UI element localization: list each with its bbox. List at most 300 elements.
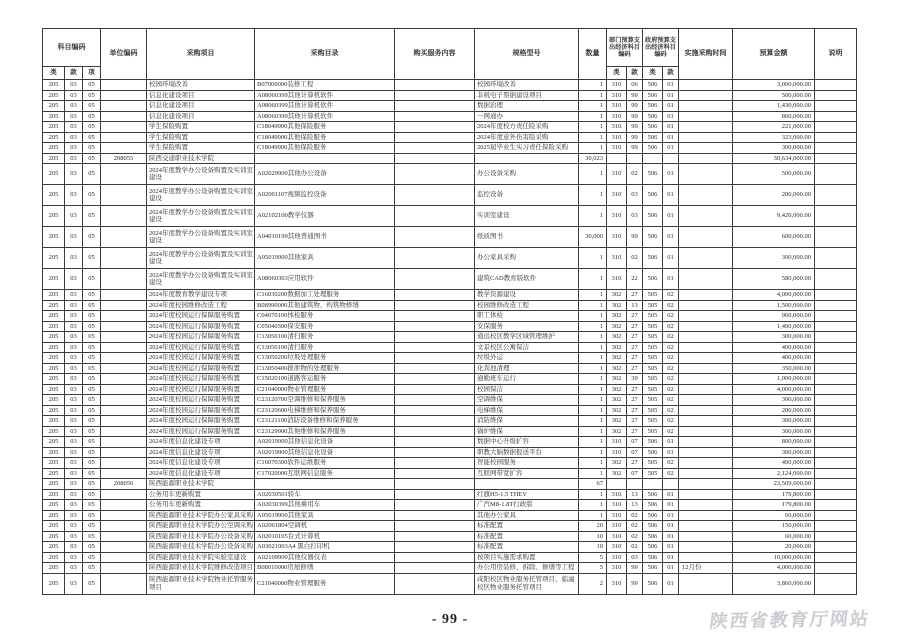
table-cell — [395, 374, 475, 385]
table-cell — [395, 248, 475, 269]
table-cell: 5 — [579, 552, 607, 563]
table-cell: 05 — [83, 111, 101, 122]
table-cell: 05 — [83, 552, 101, 563]
table-cell — [679, 153, 733, 164]
table-cell: 02 — [663, 395, 679, 406]
table-cell: 1 — [579, 447, 607, 458]
table-cell: 20,000.00 — [733, 542, 815, 553]
table-cell: 锅炉维保 — [475, 426, 579, 437]
table-cell: 陕西能源职业技术学院办公设备采购 — [147, 531, 255, 542]
table-cell: 1 — [579, 90, 607, 101]
table-cell: 1 — [579, 143, 607, 154]
table-cell: 205 — [43, 405, 65, 416]
table-cell: 310 — [607, 269, 627, 290]
table-cell — [815, 363, 857, 374]
table-cell — [627, 479, 643, 490]
table-cell: C23121100消防设备维修和保养服务 — [255, 416, 395, 427]
table-cell: C17020000互联网信息服务 — [255, 468, 395, 479]
table-row — [43, 573, 857, 594]
table-cell: 205 — [43, 122, 65, 133]
table-cell — [815, 542, 857, 553]
table-cell: 01 — [663, 521, 679, 532]
table-cell: 陕西能源职业技术学院维修改造项目 — [147, 563, 255, 574]
table-cell: 1 — [579, 206, 607, 227]
table-row — [43, 143, 857, 154]
table-cell: 01 — [663, 489, 679, 500]
table-cell: 02 — [663, 353, 679, 364]
table-cell: 99 — [627, 227, 643, 248]
table-cell: 办公设备采购 — [475, 164, 579, 185]
table-cell: 03 — [65, 290, 83, 301]
table-cell — [101, 90, 147, 101]
table-cell: 1 — [579, 510, 607, 521]
table-cell — [255, 479, 395, 490]
table-cell — [679, 437, 733, 448]
table-cell: 2024年度校园运行保障服务购置 — [147, 332, 255, 343]
table-cell — [815, 248, 857, 269]
table-cell: C21040000物业管理服务 — [255, 384, 395, 395]
table-cell: A02019900其他信息化设备 — [255, 437, 395, 448]
table-cell: 03 — [65, 531, 83, 542]
col-header-gov-econ-code: 政府预算支出经济科目编码 — [643, 29, 679, 67]
table-cell — [101, 342, 147, 353]
table-cell — [815, 111, 857, 122]
table-cell: 01 — [663, 143, 679, 154]
table-cell — [101, 374, 147, 385]
table-cell: 06 — [627, 80, 643, 91]
table-cell — [101, 300, 147, 311]
table-cell: 99 — [627, 101, 643, 112]
table-cell: 5 — [579, 563, 607, 574]
table-cell — [679, 269, 733, 290]
table-row — [43, 122, 857, 133]
table-cell: A03021003A4 黑白打印机 — [255, 542, 395, 553]
table-cell: A02019900其他信息化设备 — [255, 447, 395, 458]
table-cell — [679, 164, 733, 185]
table-cell: 03 — [65, 353, 83, 364]
table-cell — [101, 395, 147, 406]
table-cell: 302 — [607, 363, 627, 374]
table-cell: 2025届毕业生实习责任保险采购 — [475, 143, 579, 154]
table-cell: 205 — [43, 552, 65, 563]
table-cell: 03 — [627, 552, 643, 563]
table-cell: 校园环境改善 — [475, 80, 579, 91]
table-cell: 302 — [607, 332, 627, 343]
table-cell: A02010105台式计算机 — [255, 531, 395, 542]
table-cell — [679, 332, 733, 343]
table-cell: 03 — [65, 500, 83, 511]
table-cell: 300,000.00 — [733, 426, 815, 437]
table-row — [43, 510, 857, 521]
table-cell — [815, 573, 857, 594]
table-cell — [815, 479, 857, 490]
table-cell — [679, 531, 733, 542]
table-cell: C05040300保安服务 — [255, 321, 395, 332]
table-cell: 05 — [83, 248, 101, 269]
table-cell: 03 — [65, 489, 83, 500]
table-cell: 302 — [607, 321, 627, 332]
table-cell: 205 — [43, 384, 65, 395]
table-cell: 05 — [83, 363, 101, 374]
table-row — [43, 300, 857, 311]
col-header-project: 采购项目 — [147, 29, 255, 80]
table-cell: 205 — [43, 416, 65, 427]
table-cell: 302 — [607, 395, 627, 406]
table-cell — [395, 437, 475, 448]
table-cell — [679, 321, 733, 332]
table-cell — [815, 563, 857, 574]
table-cell: 2024年度信息化建设专项 — [147, 437, 255, 448]
table-cell: 05 — [83, 374, 101, 385]
table-cell: 03 — [65, 248, 83, 269]
table-cell: 310 — [607, 248, 627, 269]
table-cell — [607, 153, 627, 164]
table-cell: 2024年度教学办公设备购置及实训室建设 — [147, 164, 255, 185]
table-cell: 03 — [65, 132, 83, 143]
table-cell — [815, 300, 857, 311]
table-cell: 205 — [43, 542, 65, 553]
table-cell: 05 — [83, 468, 101, 479]
table-cell: 03 — [65, 90, 83, 101]
table-cell: 20 — [579, 521, 607, 532]
table-cell: C18049900其他保险服务 — [255, 143, 395, 154]
table-cell — [395, 185, 475, 206]
table-cell — [395, 363, 475, 374]
table-cell: 960,000.00 — [733, 311, 815, 322]
table-cell — [643, 479, 663, 490]
table-cell — [679, 143, 733, 154]
table-cell: 310 — [607, 164, 627, 185]
table-cell: 信息化建设项目 — [147, 90, 255, 101]
table-cell: 13 — [627, 489, 643, 500]
table-cell — [395, 332, 475, 343]
table-cell: 1 — [579, 269, 607, 290]
table-cell — [815, 332, 857, 343]
table-cell — [395, 342, 475, 353]
table-cell: A08060399其他计算机软件 — [255, 90, 395, 101]
table-cell: 30,023 — [579, 153, 607, 164]
table-cell: 03 — [65, 332, 83, 343]
table-cell — [679, 101, 733, 112]
table-cell — [815, 405, 857, 416]
table-cell: 310 — [607, 489, 627, 500]
table-cell — [101, 542, 147, 553]
table-row — [43, 416, 857, 427]
table-cell: 05 — [83, 269, 101, 290]
table-cell: 按项目实施需求购置 — [475, 552, 579, 563]
table-cell — [101, 248, 147, 269]
table-cell: 05 — [83, 122, 101, 133]
table-cell: 205 — [43, 153, 65, 164]
table-cell: 05 — [83, 542, 101, 553]
table-cell: 506 — [643, 111, 663, 122]
table-cell: 2024年度校园运行保障服务购置 — [147, 426, 255, 437]
table-cell: 99 — [627, 122, 643, 133]
table-cell: 03 — [65, 405, 83, 416]
table-cell — [101, 332, 147, 343]
table-cell: C16070300软件运维服务 — [255, 458, 395, 469]
table-cell: 208055 — [101, 153, 147, 164]
table-cell: 205 — [43, 479, 65, 490]
table-cell: 1,500,000.00 — [733, 300, 815, 311]
col-header-dept-econ-code: 部门预算支出经济科目编码 — [607, 29, 643, 67]
table-cell: 506 — [643, 80, 663, 91]
table-cell: 数据中心升级扩容 — [475, 437, 579, 448]
table-row — [43, 90, 857, 101]
table-cell: 化粪池清理 — [475, 363, 579, 374]
table-cell: 05 — [83, 90, 101, 101]
table-cell — [395, 521, 475, 532]
table-cell: 200,000.00 — [733, 185, 815, 206]
table-cell — [679, 395, 733, 406]
table-row — [43, 426, 857, 437]
table-row — [43, 290, 857, 301]
table-cell — [395, 153, 475, 164]
table-cell: 01 — [663, 573, 679, 594]
table-cell: 办公用房装修、拆除、修缮等工程 — [475, 563, 579, 574]
table-cell: 02 — [627, 510, 643, 521]
table-cell: 205 — [43, 395, 65, 406]
table-cell: 05 — [83, 300, 101, 311]
table-cell: 1 — [579, 416, 607, 427]
table-cell: 电梯维保 — [475, 405, 579, 416]
table-cell: 302 — [607, 468, 627, 479]
table-cell: 205 — [43, 573, 65, 594]
table-cell: 27 — [627, 384, 643, 395]
table-cell — [395, 353, 475, 364]
table-cell: 03 — [65, 374, 83, 385]
table-cell: 205 — [43, 342, 65, 353]
table-cell: 205 — [43, 111, 65, 122]
table-cell: 05 — [83, 353, 101, 364]
table-cell — [679, 468, 733, 479]
table-cell: 01 — [663, 122, 679, 133]
table-cell — [679, 122, 733, 133]
table-cell: 03 — [65, 269, 83, 290]
table-cell: A05019900其他家具 — [255, 248, 395, 269]
table-row — [43, 248, 857, 269]
table-cell: 03 — [65, 542, 83, 553]
table-cell — [101, 122, 147, 133]
table-cell: A02001107视频监控设备 — [255, 185, 395, 206]
table-cell — [395, 290, 475, 301]
table-cell: 39 — [627, 374, 643, 385]
table-cell — [395, 573, 475, 594]
table-cell: 205 — [43, 468, 65, 479]
table-cell: 空调维保 — [475, 395, 579, 406]
table-row — [43, 521, 857, 532]
table-cell: 506 — [643, 143, 663, 154]
table-cell — [395, 227, 475, 248]
col-header-service-content: 购买服务内容 — [395, 29, 475, 80]
table-cell — [679, 111, 733, 122]
table-cell — [395, 552, 475, 563]
table-cell: 22 — [627, 269, 643, 290]
table-cell — [679, 479, 733, 490]
table-cell: 1 — [579, 500, 607, 511]
table-cell: 99 — [627, 143, 643, 154]
table-cell: 302 — [607, 458, 627, 469]
table-cell: 1 — [579, 332, 607, 343]
table-cell: 9,420,000.00 — [733, 206, 815, 227]
procurement-table — [42, 28, 857, 595]
table-cell: 505 — [643, 468, 663, 479]
table-cell: 302 — [607, 416, 627, 427]
table-cell — [395, 479, 475, 490]
table-cell: 05 — [83, 132, 101, 143]
table-cell — [815, 437, 857, 448]
table-cell: 505 — [643, 353, 663, 364]
table-row — [43, 80, 857, 91]
table-cell: 02 — [627, 531, 643, 542]
col-header-note: 说明 — [815, 29, 857, 80]
table-cell — [395, 132, 475, 143]
table-cell: 01 — [663, 185, 679, 206]
table-cell — [815, 269, 857, 290]
table-cell: 05 — [83, 395, 101, 406]
table-cell: 01 — [663, 510, 679, 521]
table-cell: 27 — [627, 321, 643, 332]
table-cell: 205 — [43, 521, 65, 532]
table-cell: 1 — [579, 384, 607, 395]
table-cell: 505 — [643, 290, 663, 301]
table-cell: 205 — [43, 353, 65, 364]
table-cell: 1 — [579, 132, 607, 143]
table-body — [43, 80, 857, 595]
table-cell — [815, 353, 857, 364]
col-header-purchase-time: 实施采购时间 — [679, 29, 733, 80]
table-cell: A02102100教学仪器 — [255, 206, 395, 227]
table-cell: 310 — [607, 563, 627, 574]
table-cell: 310 — [607, 111, 627, 122]
table-cell: 07 — [627, 437, 643, 448]
table-cell — [101, 489, 147, 500]
table-cell: 506 — [643, 437, 663, 448]
table-cell — [395, 563, 475, 574]
table-cell: 05 — [83, 500, 101, 511]
table-cell — [101, 311, 147, 322]
table-cell: 01 — [663, 269, 679, 290]
table-cell: 2,124,000.00 — [733, 468, 815, 479]
table-cell — [395, 426, 475, 437]
table-cell — [815, 458, 857, 469]
table-cell: 03 — [65, 311, 83, 322]
subcol-gov-section: 款 — [663, 67, 679, 80]
table-cell: 信息化建设项目 — [147, 101, 255, 112]
table-cell: 1 — [579, 374, 607, 385]
table-cell: 205 — [43, 458, 65, 469]
table-row — [43, 384, 857, 395]
table-cell: 红旗H5-1.5 THEV — [475, 489, 579, 500]
table-cell: 2024年度校园运行保障服务购置 — [147, 384, 255, 395]
table-cell: 310 — [607, 437, 627, 448]
table-cell: 02 — [663, 405, 679, 416]
table-cell: 205 — [43, 248, 65, 269]
table-cell: 02 — [663, 458, 679, 469]
table-cell: 陕西能源职业技术学院物业托管服务项目 — [147, 573, 255, 594]
unit-summary-row — [43, 153, 857, 164]
table-row — [43, 269, 857, 290]
table-cell: 1 — [579, 101, 607, 112]
table-cell: 2024年度校园运行保障服务购置 — [147, 311, 255, 322]
col-header-unit-code: 单位编码 — [101, 29, 147, 80]
table-cell: 02 — [627, 248, 643, 269]
table-cell: 2024年度信息化建设专项 — [147, 458, 255, 469]
table-cell: 2024年度教学办公设备购置及实训室建设 — [147, 248, 255, 269]
table-cell: 4,000,000.00 — [733, 384, 815, 395]
table-cell: 1 — [579, 489, 607, 500]
table-cell — [101, 500, 147, 511]
table-cell: 2024年度校园运行保障服务购置 — [147, 416, 255, 427]
table-cell — [815, 132, 857, 143]
table-cell: 3,000,000.00 — [733, 80, 815, 91]
table-cell — [101, 353, 147, 364]
table-cell: 02 — [663, 384, 679, 395]
table-cell: 506 — [643, 447, 663, 458]
table-cell: 205 — [43, 510, 65, 521]
table-cell — [101, 437, 147, 448]
col-header-qty: 数量 — [579, 29, 607, 80]
table-row — [43, 395, 857, 406]
table-cell: 505 — [643, 426, 663, 437]
table-cell: 标准配置 — [475, 542, 579, 553]
table-cell: 监控设备 — [475, 185, 579, 206]
table-cell — [679, 489, 733, 500]
watermark: 陕西省教育厅网站 — [708, 608, 872, 632]
table-cell: 校园环境改善 — [147, 80, 255, 91]
table-cell — [101, 185, 147, 206]
table-cell: C21040000物业管理服务 — [255, 573, 395, 594]
table-cell — [101, 458, 147, 469]
table-cell: 505 — [643, 332, 663, 343]
table-cell: 03 — [65, 80, 83, 91]
table-cell: 310 — [607, 500, 627, 511]
table-cell: 310 — [607, 552, 627, 563]
table-cell: 03 — [65, 447, 83, 458]
table-cell: 陕西能源职业技术学院实验室建设 — [147, 552, 255, 563]
table-cell: C18049900其他保险服务 — [255, 122, 395, 133]
table-cell: 校园保洁 — [475, 384, 579, 395]
table-cell: 302 — [607, 311, 627, 322]
table-cell — [679, 132, 733, 143]
table-cell: 4,000,000.00 — [733, 290, 815, 301]
table-cell: 505 — [643, 384, 663, 395]
table-cell: 03 — [65, 206, 83, 227]
table-cell: 05 — [83, 426, 101, 437]
table-cell — [679, 311, 733, 322]
table-cell — [395, 468, 475, 479]
table-row — [43, 500, 857, 511]
table-cell: 05 — [83, 332, 101, 343]
table-cell: 2024年度意外伤害险采购 — [475, 132, 579, 143]
table-cell: 建筑CAD教育版软件 — [475, 269, 579, 290]
table-cell: 505 — [643, 321, 663, 332]
table-row — [43, 542, 857, 553]
table-cell — [395, 395, 475, 406]
table-cell: 506 — [643, 185, 663, 206]
table-cell — [101, 164, 147, 185]
table-cell: 506 — [643, 489, 663, 500]
table-cell: 05 — [83, 384, 101, 395]
table-cell: C16030200数据加工处理服务 — [255, 290, 395, 301]
table-row — [43, 489, 857, 500]
table-cell: 03 — [65, 143, 83, 154]
table-cell — [815, 311, 857, 322]
table-cell: 陕西能源职业技术学院办公设备采购 — [147, 542, 255, 553]
table-cell: 400,000.00 — [733, 458, 815, 469]
table-cell — [101, 321, 147, 332]
table-cell — [815, 447, 857, 458]
